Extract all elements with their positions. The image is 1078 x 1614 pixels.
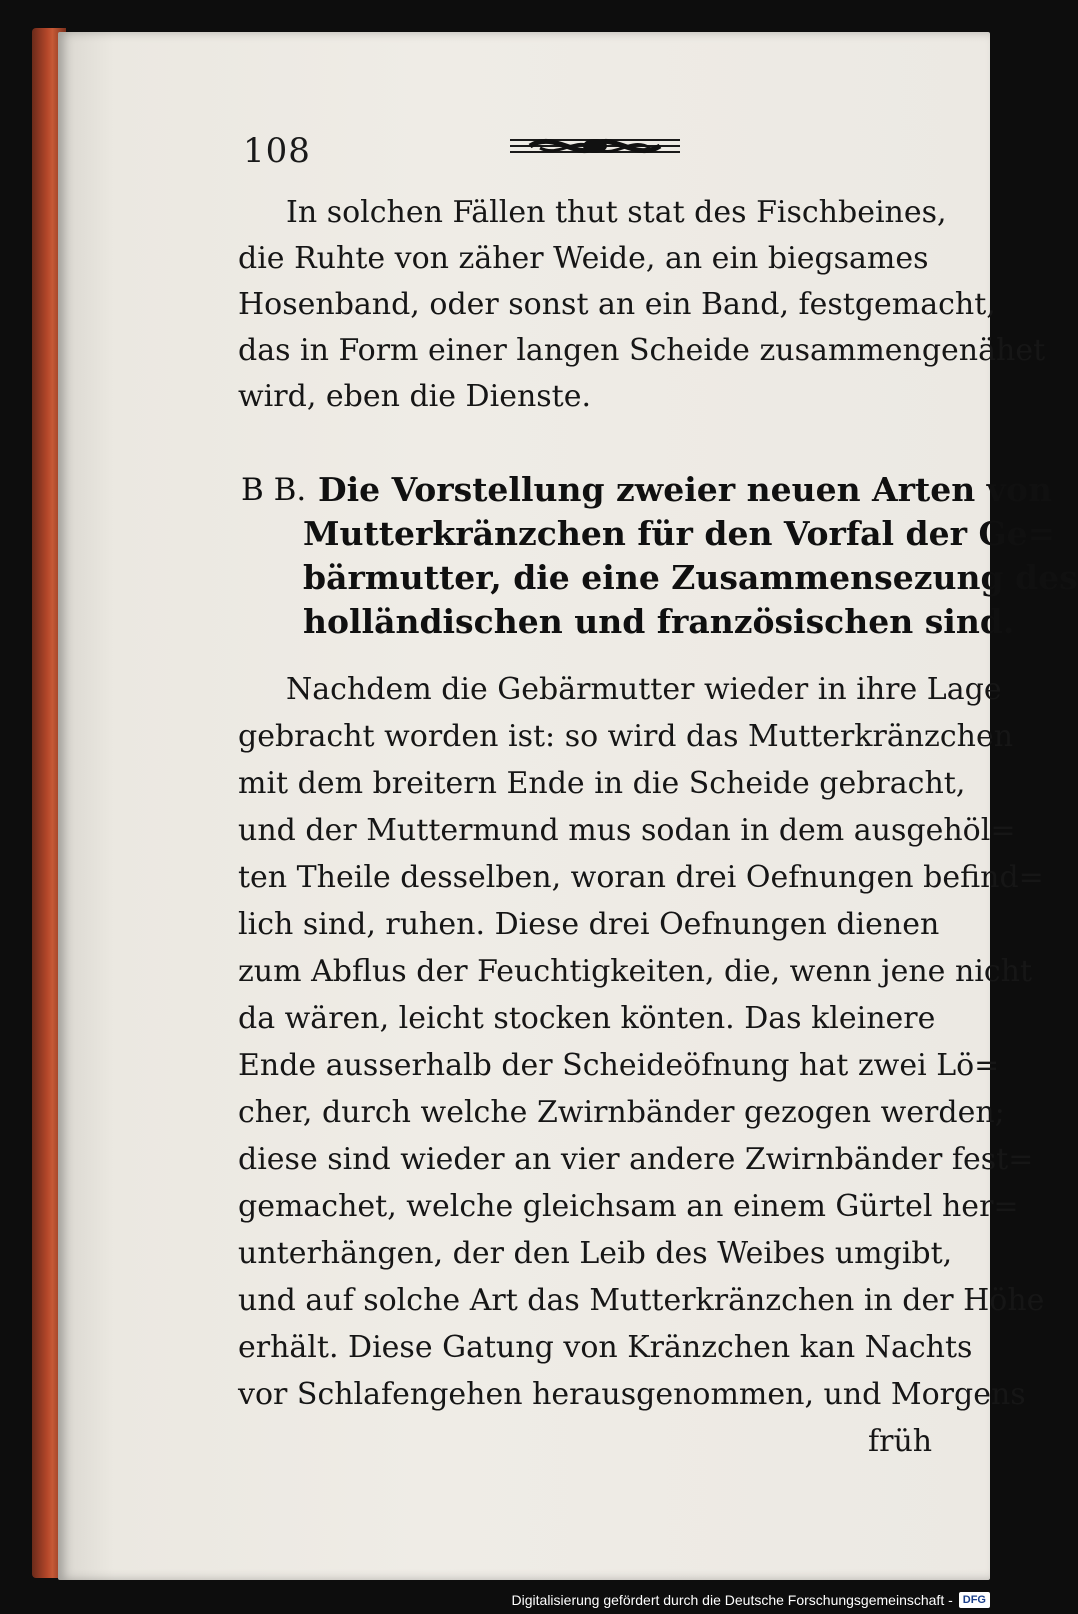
text-line: unterhängen, der den Leib des Weibes umgibt, [238, 1236, 953, 1271]
text-line: Hosenband, oder sonst an ein Band, festgemacht, [238, 287, 996, 322]
catchword: früh [868, 1424, 933, 1459]
text-line: In solchen Fällen thut stat des Fischbeines, [286, 195, 947, 230]
text-line: das in Form einer langen Scheide zusammengenähet [238, 333, 1046, 368]
text-line: mit dem breitern Ende in die Scheide gebracht, [238, 766, 966, 801]
section-heading-line: bärmutter, die eine Zusammensezung des [303, 558, 1078, 597]
text-line: Nachdem die Gebärmutter wieder in ihre Lage [286, 672, 1002, 707]
fleuron-ornament-icon [510, 128, 680, 168]
digitization-credit [512, 1586, 990, 1614]
text-line: erhält. Diese Gatung von Kränzchen kan Nachts [238, 1330, 973, 1365]
section-label: B B. [241, 472, 307, 508]
text-line: gemachet, welche gleichsam an einem Gürtel her= [238, 1189, 1019, 1224]
text-line: zum Abflus der Feuchtigkeiten, die, wenn jene nicht [238, 954, 1033, 989]
text-line: lich sind, ruhen. Diese drei Oefnungen dienen [238, 907, 940, 942]
text-line: und der Muttermund mus sodan in dem ausgehöl= [238, 813, 1016, 848]
section-heading-line: Die Vorstellung zweier neuen Arten von [318, 470, 1052, 509]
text-line: gebracht worden ist: so wird das Mutterkränzchen [238, 719, 1014, 754]
text-line: da wären, leicht stocken könten. Das kleinere [238, 1001, 936, 1036]
credit-text: Digitalisierung gefördert durch die Deutsche Forschungsgemeinschaft - [511, 1592, 953, 1608]
text-line: cher, durch welche Zwirnbänder gezogen werden; [238, 1095, 1005, 1130]
dfg-logo-icon: DFG [959, 1592, 990, 1608]
page-number: 108 [243, 131, 311, 171]
text-line: die Ruhte von zäher Weide, an ein biegsames [238, 241, 929, 276]
text-line: diese sind wieder an vier andere Zwirnbänder fest= [238, 1142, 1034, 1177]
section-heading-line: Mutterkränzchen für den Vorfal der Ge= [303, 514, 1056, 553]
text-line: wird, eben die Dienste. [238, 379, 592, 414]
text-line: ten Theile desselben, woran drei Oefnungen befind= [238, 860, 1044, 895]
text-line: und auf solche Art das Mutterkränzchen in der Höhe [238, 1283, 1045, 1318]
text-line: Ende ausserhalb der Scheideöfnung hat zwei Lö= [238, 1048, 1000, 1083]
text-line: vor Schlafengehen herausgenommen, und Morgens [238, 1377, 1026, 1412]
section-heading-line: holländischen und französischen sind. [303, 602, 1015, 641]
